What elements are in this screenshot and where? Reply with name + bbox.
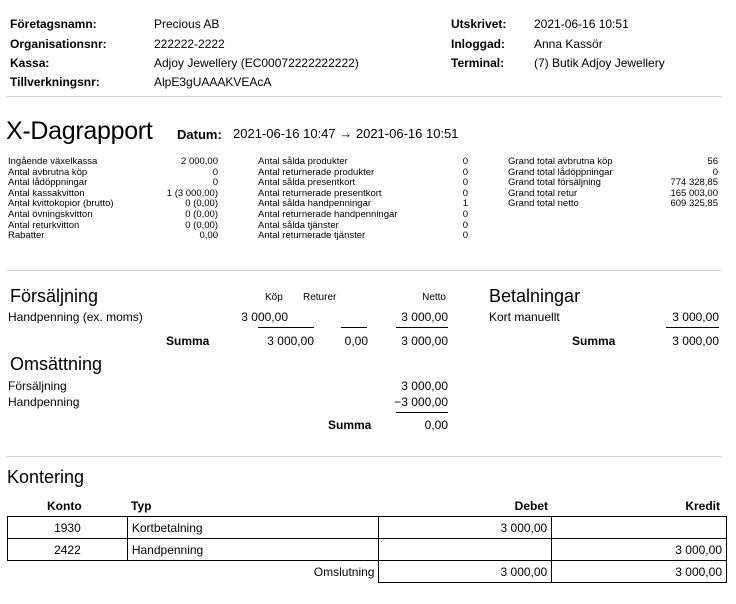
- date-label: Datum:: [177, 127, 222, 142]
- col-konto-header: Konto: [47, 499, 82, 513]
- stat-value: 0 (0,00): [185, 208, 218, 220]
- stats-col1-labels: [8, 157, 158, 242]
- company-name-label: Företagsnamn:: [10, 17, 97, 31]
- stat-value: 56: [707, 156, 718, 167]
- stat-label: Antal övningskvitton: [8, 208, 93, 220]
- typ-cell: Kortbetalning: [127, 517, 379, 539]
- kontering-title: Kontering: [7, 467, 85, 487]
- payments-title: Betalningar: [489, 286, 581, 306]
- stat-label: Grand total retur: [508, 187, 578, 199]
- turnover-divider: [7, 456, 721, 457]
- underline-turnover: [396, 412, 448, 413]
- underline-kop: [258, 327, 314, 328]
- typ-cell: Handpenning: [127, 539, 379, 561]
- turnover-row1-label: Försäljning: [8, 379, 67, 393]
- table-row-total: [8, 561, 727, 583]
- terminal-value: (7) Butik Adjoy Jewellery: [534, 56, 665, 70]
- col-debet-header: Debet: [514, 499, 548, 513]
- stat-label: Antal returnerade produkter: [258, 166, 375, 178]
- sales-row-kop: 3 000,00: [241, 310, 288, 324]
- col-kop-header: Köp: [265, 292, 283, 303]
- stat-label: Antal sålda handpenningar: [258, 198, 372, 210]
- stat-value: 0,00: [199, 230, 218, 242]
- stat-label: Antal sålda presentkort: [258, 177, 356, 189]
- org-number-label: Organisationsnr:: [10, 37, 107, 51]
- stats-divider: [7, 270, 721, 271]
- stat-label: Grand total netto: [508, 198, 579, 210]
- debet-cell: [379, 539, 552, 561]
- table-row: [8, 517, 727, 539]
- kredit-cell: 3 000,00: [552, 539, 727, 561]
- total-debet: 3 000,00: [379, 561, 552, 583]
- logged-in-value: Anna Kassör: [534, 37, 603, 51]
- kredit-cell: [552, 517, 727, 539]
- table-row: [8, 539, 727, 561]
- sales-sum-netto: 3 000,00: [401, 334, 448, 348]
- stat-value: 165 003,00: [670, 187, 718, 199]
- turnover-sum-value: 0,00: [424, 418, 448, 432]
- kontering-table: [7, 516, 727, 583]
- terminal-label: Terminal:: [451, 56, 505, 70]
- stat-label: Antal returnerade presentkort: [258, 187, 382, 199]
- date-range: 2021-06-16 10:47 → 2021-06-16 10:51: [233, 126, 459, 141]
- debet-cell: 3 000,00: [379, 517, 552, 539]
- sales-title: Försäljning: [10, 286, 99, 306]
- stat-value: 0: [212, 177, 218, 189]
- konto-cell: 2422: [8, 539, 128, 561]
- company-name-value: Precious AB: [154, 17, 220, 31]
- col-typ-header: Typ: [131, 499, 152, 513]
- register-label: Kassa:: [10, 56, 50, 70]
- sales-sum-returer: 0,00: [344, 334, 368, 348]
- konto-cell: 1930: [8, 517, 128, 539]
- stat-value: 0: [462, 230, 468, 242]
- org-number-value: 222222-2222: [154, 37, 225, 51]
- stat-value: 0: [462, 187, 468, 199]
- stat-label: Antal avbrutna köp: [8, 166, 88, 178]
- stat-label: Antal kassakvitton: [8, 187, 85, 199]
- turnover-row1-value: 3 000,00: [401, 379, 448, 393]
- stat-value: 1: [462, 198, 468, 210]
- register-value: Adjoy Jewellery (EC00072222222222): [154, 56, 359, 70]
- stat-value: 0 (0,00): [185, 219, 218, 231]
- underline-returer: [341, 327, 367, 328]
- serial-number-value: AlpE3gUAAAKVEAcA: [154, 75, 272, 89]
- underline-payment: [666, 327, 719, 328]
- empty-cell: [8, 561, 128, 583]
- stat-value: 0: [212, 166, 218, 178]
- sales-row-netto: 3 000,00: [401, 310, 448, 324]
- turnover-title: Omsättning: [10, 354, 103, 374]
- payment-row-label: Kort manuellt: [489, 310, 560, 324]
- stat-label: Antal sålda produkter: [258, 156, 348, 167]
- stat-value: 0 (0,00): [185, 198, 218, 210]
- stats-col1-values: [140, 157, 218, 242]
- stat-label: Grand total avbrutna köp: [508, 156, 613, 167]
- col-netto-header: Netto: [422, 292, 446, 303]
- stat-value: 1 (3 000,00): [166, 187, 218, 199]
- stat-label: Antal sålda tjänster: [258, 219, 339, 231]
- header-divider: [7, 96, 721, 97]
- total-label: Omslutning: [127, 561, 379, 583]
- printed-label: Utskrivet:: [451, 17, 507, 31]
- stat-label: Antal returnerade tjänster: [258, 230, 366, 242]
- payment-row-value: 3 000,00: [672, 310, 719, 324]
- stats-col2-values: [430, 157, 468, 242]
- report-title: X-Dagrapport: [6, 117, 153, 145]
- underline-netto: [396, 327, 448, 328]
- stats-col2-labels: [258, 157, 448, 242]
- stat-label: Antal lådöppningar: [8, 177, 88, 189]
- payments-sum-label: Summa: [572, 334, 616, 348]
- sales-sum-label: Summa: [166, 334, 210, 348]
- stat-label: Antal kvittokopior (brutto): [8, 198, 114, 210]
- stat-label: Antal returnerade handpenningar: [258, 208, 398, 220]
- stat-label: Rabatter: [8, 230, 45, 242]
- col-returer-header: Returer: [303, 292, 337, 303]
- col-kredit-header: Kredit: [685, 499, 720, 513]
- stats-col3-values: [630, 157, 718, 210]
- stat-label: Grand total försäljning: [508, 177, 601, 189]
- stat-label: Ingående växelkassa: [8, 156, 98, 167]
- stat-value: 0: [462, 156, 468, 167]
- stat-value: 609 325,85: [670, 198, 718, 210]
- sales-sum-kop: 3 000,00: [267, 334, 314, 348]
- stat-value: 0: [462, 177, 468, 189]
- turnover-row2-value: −3 000,00: [394, 395, 448, 409]
- stat-value: 2 000,00: [181, 156, 218, 167]
- payments-sum-value: 3 000,00: [672, 334, 719, 348]
- serial-number-label: Tillverkningsnr:: [10, 75, 100, 89]
- turnover-sum-label: Summa: [328, 418, 372, 432]
- stat-value: 774 328,85: [670, 177, 718, 189]
- stat-label: Grand total lådöppningar: [508, 166, 613, 178]
- stat-value: 0: [462, 208, 468, 220]
- total-kredit: 3 000,00: [552, 561, 727, 583]
- logged-in-label: Inloggad:: [451, 37, 505, 51]
- sales-row-label: Handpenning (ex. moms): [8, 310, 143, 324]
- stat-label: Antal returkvitton: [8, 219, 80, 231]
- stat-value: 0: [462, 219, 468, 231]
- stat-value: 0: [712, 166, 718, 178]
- printed-value: 2021-06-16 10:51: [534, 17, 629, 31]
- stat-value: 0: [462, 166, 468, 178]
- turnover-row2-label: Handpenning: [8, 395, 80, 409]
